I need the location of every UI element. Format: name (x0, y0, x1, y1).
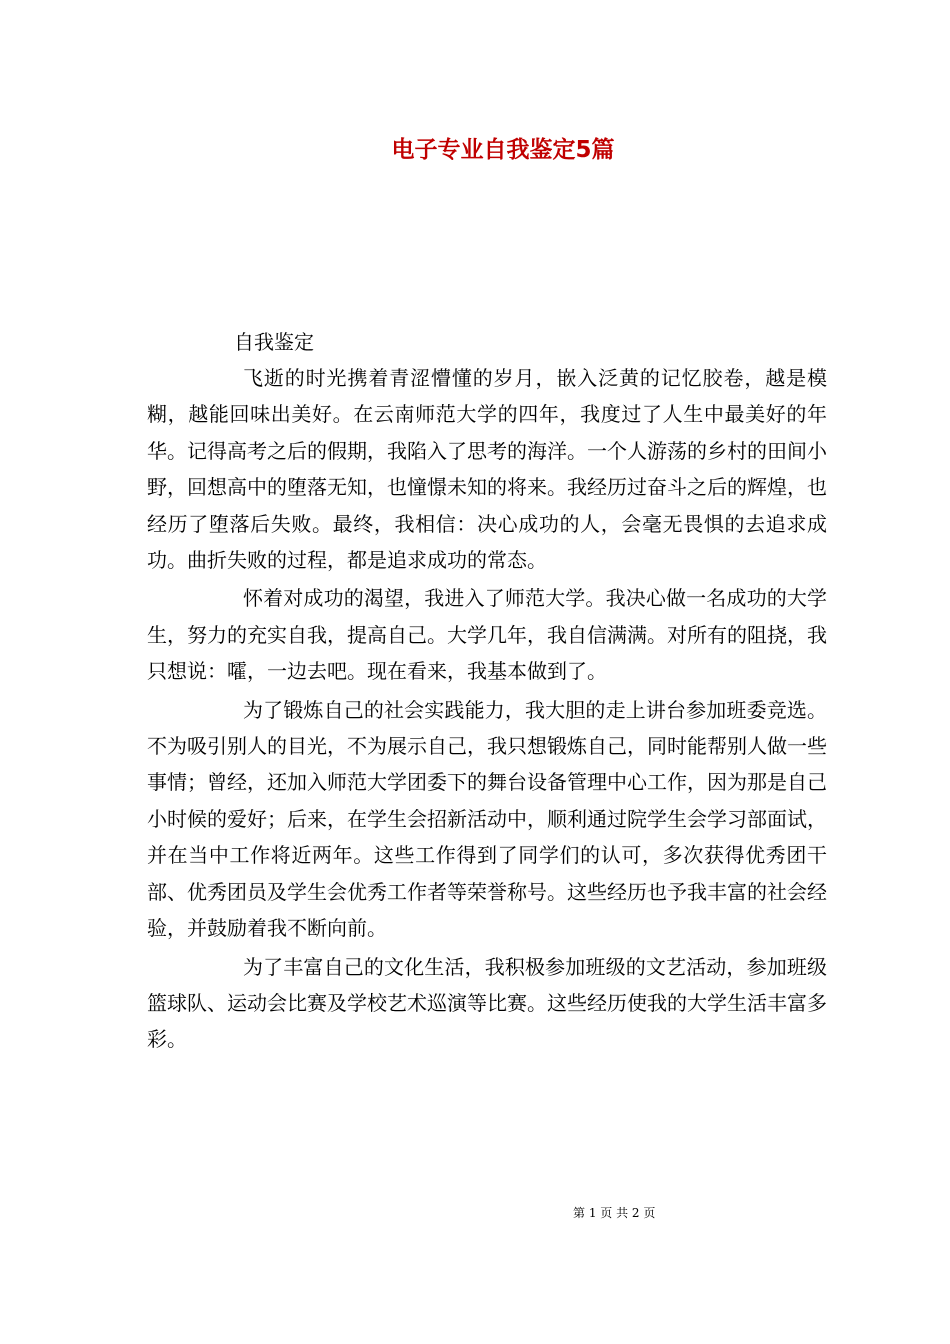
paragraph-1: 飞逝的时光携着青涩懵懂的岁月，嵌入泛黄的记忆胶卷，越是模糊，越能回味出美好。在云南师范大学的四年，我度过了人生中最美好的年华。记得高考之后的假期，我陷入了思考的海洋。一个人游荡的乡村的田间小野，回想高中的堕落无知，也憧憬未知的将来。我经历过奋斗之后的辉煌，也经历了堕落后失败。最终，我相信：决心成功的人，会毫无畏惧的去追求成功。曲折失败的过程，都是追求成功的常态。 (147, 366, 827, 573)
section-heading: 自我鉴定 (234, 330, 314, 354)
paragraph-2: 怀着对成功的渴望，我进入了师范大学。我决心做一名成功的大学生，努力的充实自我，提高自己。大学几年，我自信满满。对所有的阻挠，我只想说：嚯，一边去吧。现在看来，我基本做到了。 (147, 586, 827, 684)
page-footer: 第 1 页 共 2 页 (573, 1206, 656, 1220)
paragraph-4: 为了丰富自己的文化生活，我积极参加班级的文艺活动，参加班级篮球队、运动会比赛及学校艺术巡演等比赛。这些经历使我的大学生活丰富多彩。 (147, 954, 827, 1052)
paragraph-3: 为了锻炼自己的社会实践能力，我大胆的走上讲台参加班委竞选。不为吸引别人的目光，不为展示自己，我只想锻炼自己，同时能帮别人做一些事情；曾经，还加入师范大学团委下的舞台设备管理中心工作，因为那是自己小时候的爱好；后来，在学生会招新活动中，顺利通过院学生会学习部面试，并在当中工作将近两年。这些工作得到了同学们的认可，多次获得优秀团干部、优秀团员及学生会优秀工作者等荣誉称号。这些经历也予我丰富的社会经验，并鼓励着我不断向前。 (147, 697, 827, 941)
document-title: 电子专业自我鉴定5篇 (391, 137, 615, 163)
document-body (147, 360, 827, 1060)
